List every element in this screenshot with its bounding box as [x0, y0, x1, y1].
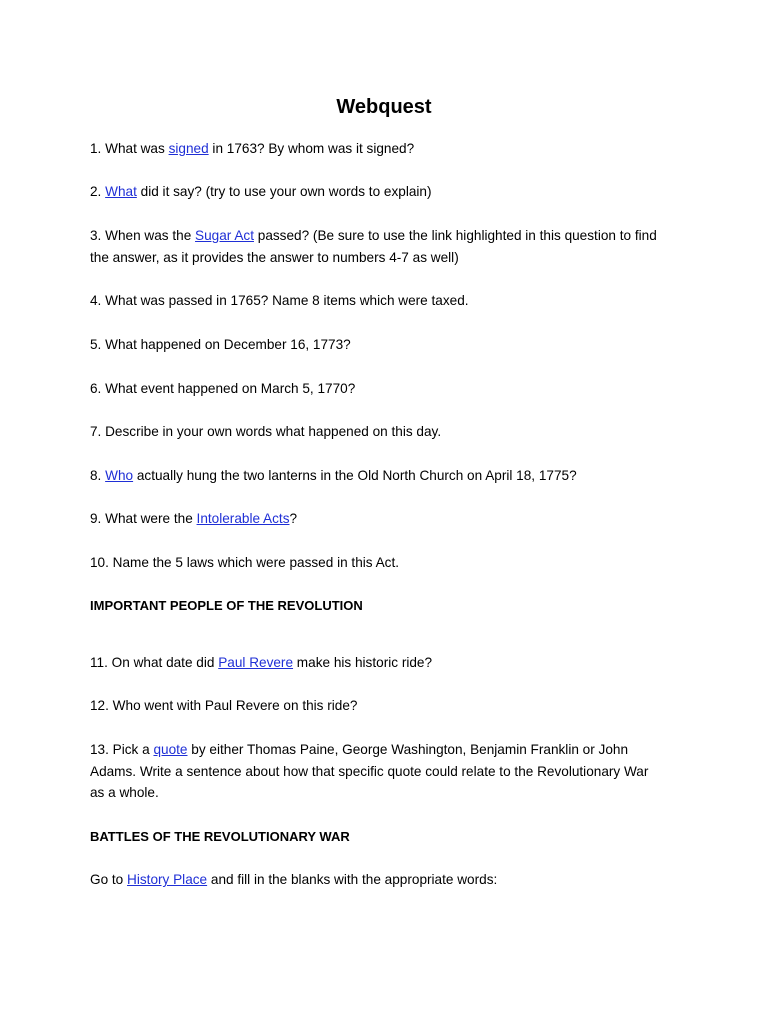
question-3-text-end: the answer, as it provides the answer to numbers 4-7 as well) [90, 249, 459, 265]
who-link[interactable]: Who [105, 468, 134, 483]
question-9-text-start: 9. What were the [90, 511, 197, 526]
question-5: 5. What happened on December 16, 1773? [90, 337, 351, 352]
question-13-text-start: 13. Pick a [90, 742, 154, 757]
quote-link[interactable]: quote [153, 742, 188, 757]
question-2-text-start: 2. [90, 184, 106, 199]
question-11-text-start: 11. On what date did [90, 655, 219, 670]
question-1-text-end: in 1763? By whom was it signed? [208, 141, 415, 156]
question-12: 12. Who went with Paul Revere on this ride? [90, 698, 358, 713]
page-title: Webquest [336, 96, 432, 118]
question-1-text-start: 1. What was [90, 141, 169, 156]
question-2 [90, 181, 680, 203]
question-7: 7. Describe in your own words what happened on this day. [90, 424, 442, 439]
question-8-text-end: actually hung the two lanterns in the Old North Church on April 18, 1775? [133, 468, 577, 483]
what-link[interactable]: What [105, 184, 137, 199]
instruction-text-start: Go to [90, 872, 128, 887]
question-8 [90, 465, 680, 487]
intolerable-acts-link[interactable]: Intolerable Acts [196, 511, 290, 526]
history-place-instruction [90, 869, 680, 891]
section-heading-people: IMPORTANT PEOPLE OF THE REVOLUTION [90, 598, 363, 613]
question-13 [90, 739, 680, 804]
question-11-text-end: make his historic ride? [293, 655, 433, 670]
signed-link[interactable]: signed [168, 141, 209, 156]
section-heading-battles: BATTLES OF THE REVOLUTIONARY WAR [90, 829, 350, 844]
question-1 [90, 138, 680, 160]
history-place-link[interactable]: History Place [127, 872, 208, 887]
question-9-text-end: ? [289, 511, 298, 526]
question-13-text-line3: as a whole. [90, 785, 159, 800]
question-6: 6. What event happened on March 5, 1770? [90, 381, 356, 396]
question-13-text-line2: Adams. Write a sentence about how that specific quote could relate to the Revolutionary War [90, 763, 649, 779]
question-3-text-start: 3. When was the [90, 228, 196, 243]
question-13-text-line1: by either Thomas Paine, George Washington, Benjamin Franklin or John [187, 742, 629, 757]
question-9 [90, 508, 680, 530]
instruction-text-end: and fill in the blanks with the appropriate words: [207, 872, 498, 887]
question-8-text-start: 8. [90, 468, 106, 483]
question-3 [90, 225, 680, 268]
question-2-text-end: did it say? (try to use your own words to explain) [136, 184, 432, 199]
question-10: 10. Name the 5 laws which were passed in this Act. [90, 555, 400, 570]
question-11 [90, 652, 680, 674]
question-3-text-mid: passed? (Be sure to use the link highlighted in this question to find [253, 228, 657, 243]
sugar-act-link[interactable]: Sugar Act [195, 228, 254, 243]
question-4: 4. What was passed in 1765? Name 8 items which were taxed. [90, 293, 469, 308]
paul-revere-link[interactable]: Paul Revere [218, 655, 294, 670]
